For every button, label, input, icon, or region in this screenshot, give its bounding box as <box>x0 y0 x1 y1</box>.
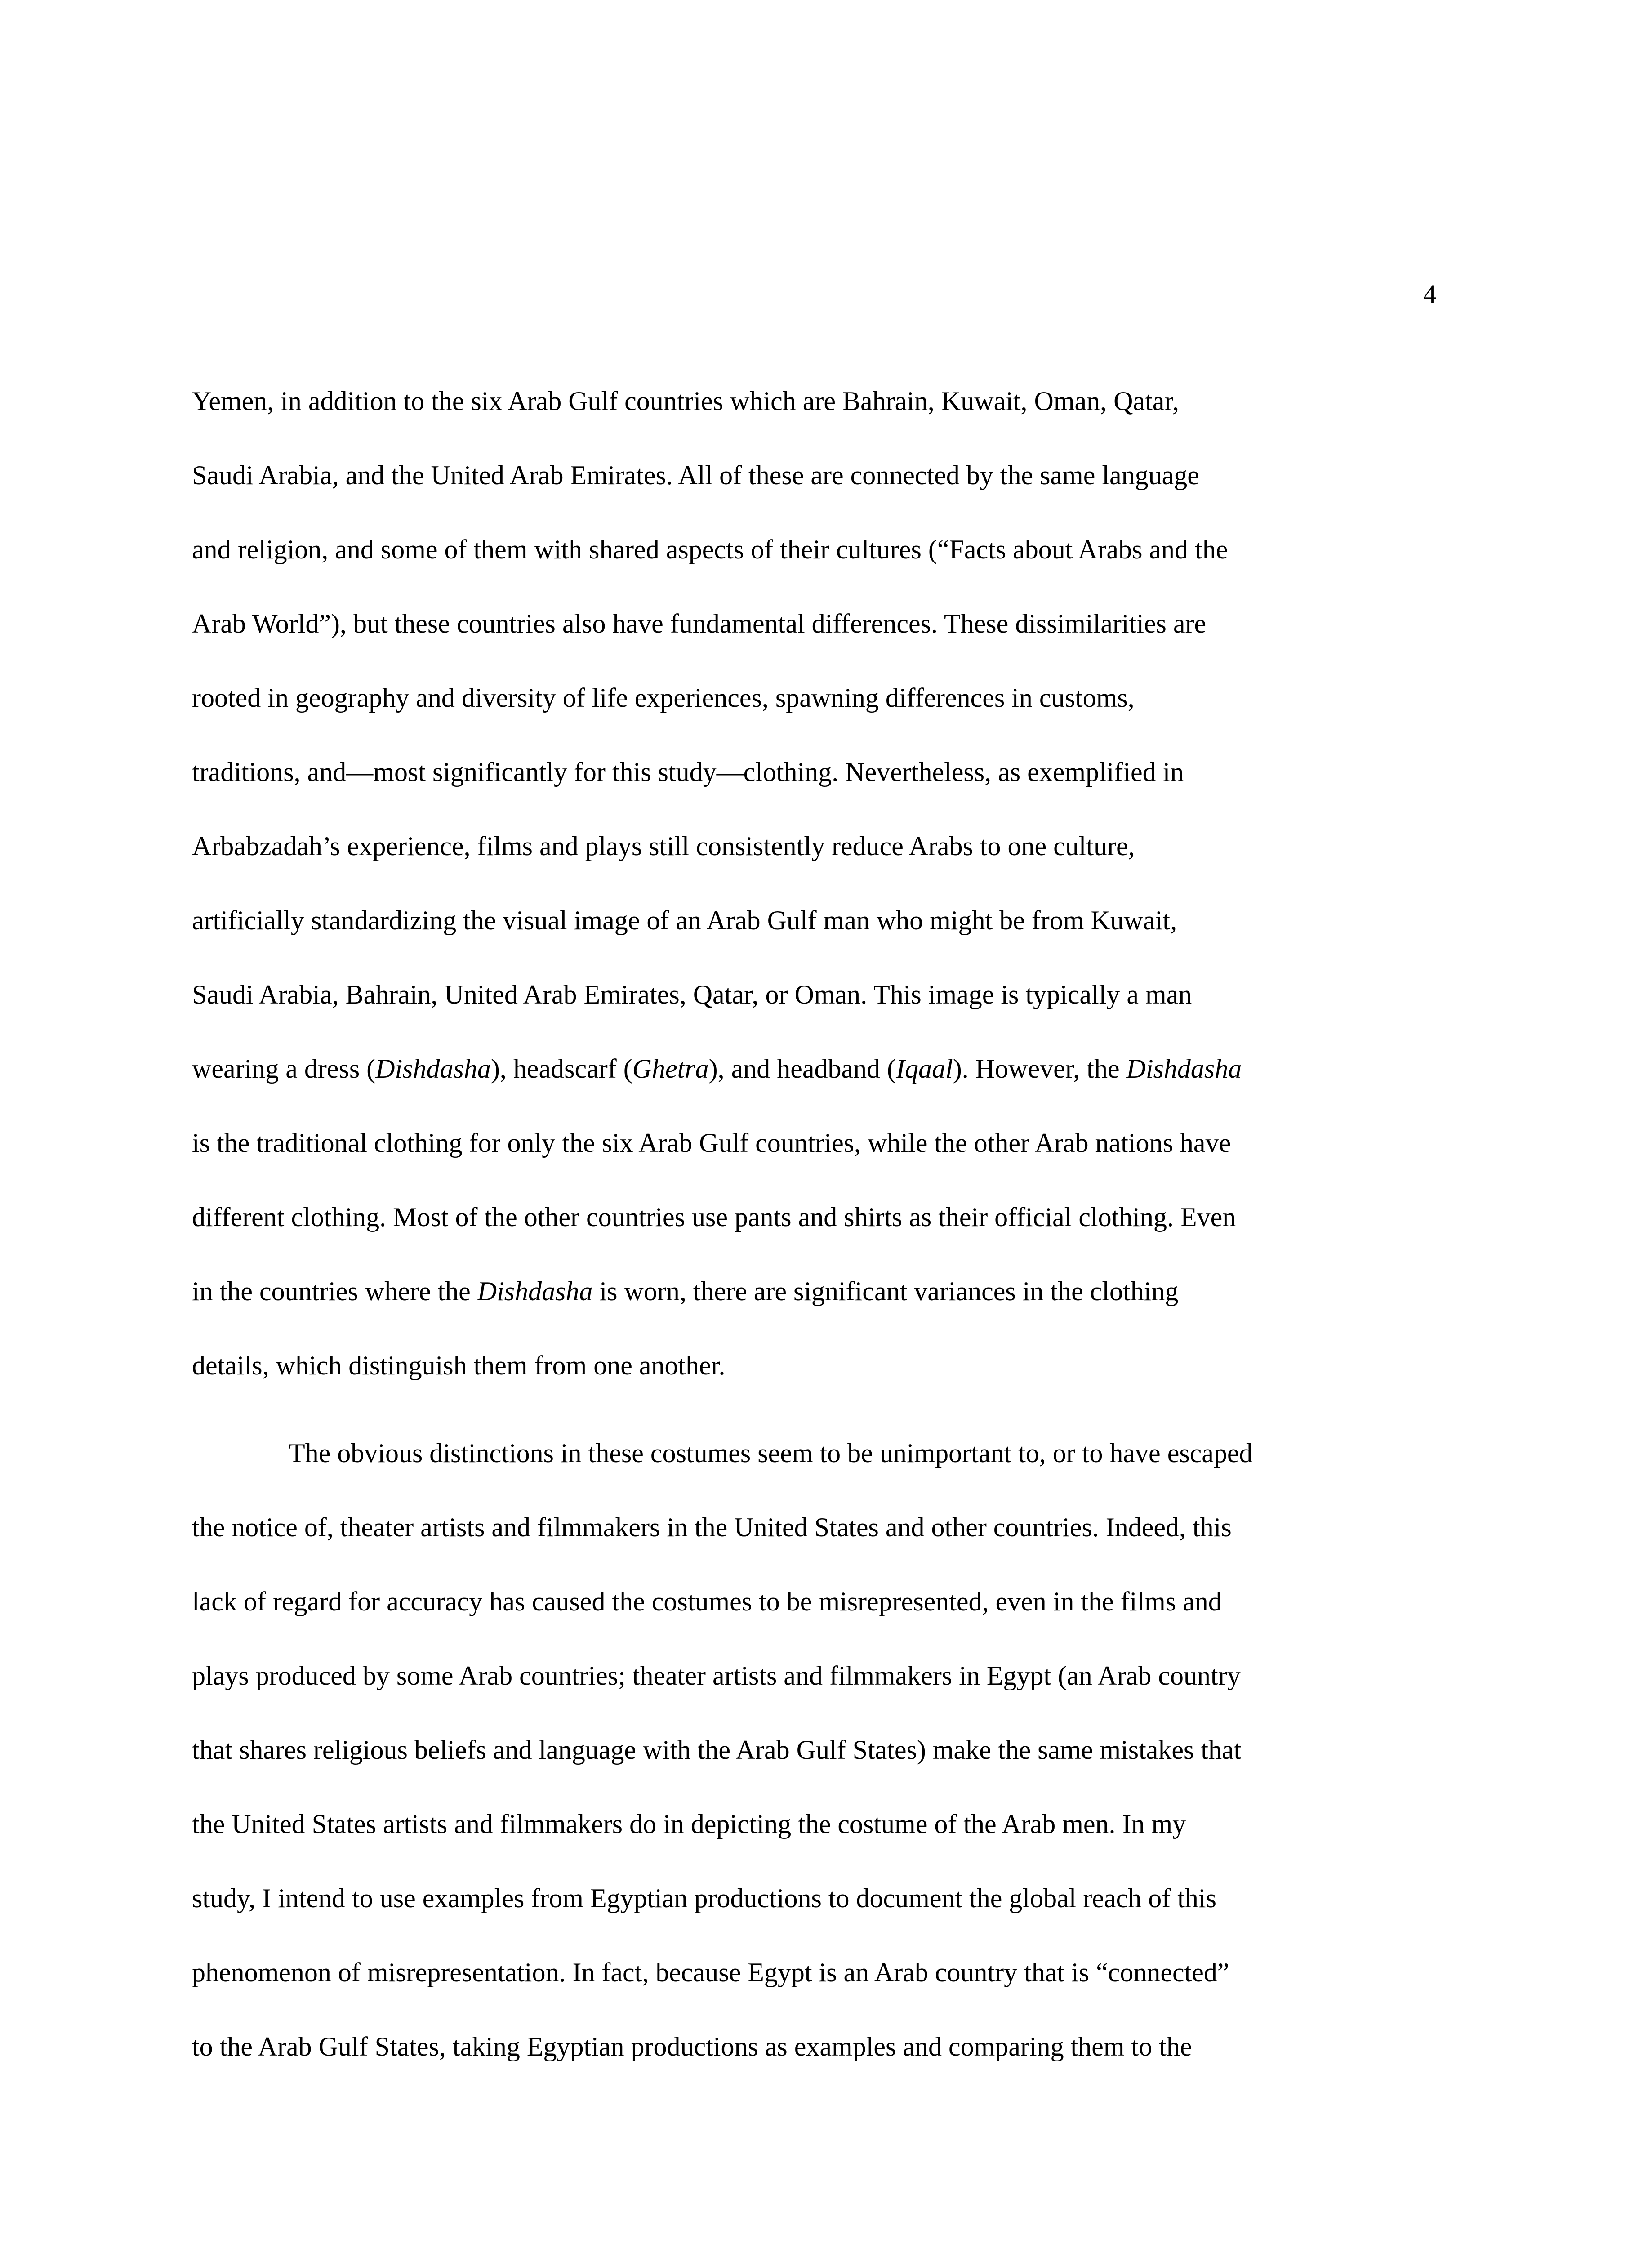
text-line: Yemen, in addition to the six Arab Gulf countries which are Bahrain, Kuwait, Oman, Qatar, <box>192 386 1180 416</box>
text-line: Saudi Arabia, Bahrain, United Arab Emirates, Qatar, or Oman. This image is typically a man <box>192 980 1192 1009</box>
text-line: in the countries where the Dishdasha is worn, there are significant variances in the clothing <box>192 1276 1179 1306</box>
italic-term: Dishdasha <box>1126 1054 1242 1084</box>
text-line: The obvious distinctions in these costumes seem to be unimportant to, or to have escaped <box>289 1438 1253 1468</box>
italic-term: Dishdasha <box>477 1276 593 1306</box>
text-line: study, I intend to use examples from Egyptian productions to document the global reach of this <box>192 1883 1216 1913</box>
text-line: Arbabzadah’s experience, films and plays still consistently reduce Arabs to one culture, <box>192 831 1135 861</box>
paragraph-1 <box>192 364 1460 1403</box>
paragraph-spacer <box>192 1403 1460 1416</box>
italic-term: Iqaal <box>896 1054 953 1084</box>
text-line: plays produced by some Arab countries; theater artists and filmmakers in Egypt (an Arab country <box>192 1661 1241 1690</box>
text-line: details, which distinguish them from one another. <box>192 1351 726 1380</box>
text-line: to the Arab Gulf States, taking Egyptian productions as examples and comparing them to the <box>192 2032 1192 2061</box>
text-line: Saudi Arabia, and the United Arab Emirates. All of these are connected by the same language <box>192 460 1199 490</box>
italic-term: Ghetra <box>632 1054 709 1084</box>
text-line: artificially standardizing the visual image of an Arab Gulf man who might be from Kuwait, <box>192 905 1177 935</box>
italic-term: Dishdasha <box>375 1054 491 1084</box>
paragraph-2 <box>192 1416 1460 2084</box>
text-line: traditions, and—most significantly for this study—clothing. Nevertheless, as exemplified in <box>192 757 1184 787</box>
text-line: is the traditional clothing for only the six Arab Gulf countries, while the other Arab nations have <box>192 1128 1231 1158</box>
text-line: different clothing. Most of the other countries use pants and shirts as their official clothing. Even <box>192 1202 1236 1232</box>
text-line: the notice of, theater artists and filmmakers in the United States and other countries. Indeed, this <box>192 1512 1232 1542</box>
text-line: rooted in geography and diversity of life experiences, spawning differences in customs, <box>192 683 1135 713</box>
text-line: the United States artists and filmmakers do in depicting the costume of the Arab men. In my <box>192 1809 1186 1839</box>
page-number: 4 <box>1423 280 1436 309</box>
body-text <box>192 364 1460 2084</box>
text-line: wearing a dress (Dishdasha), headscarf (Ghetra), and headband (Iqaal). However, the Dishdasha <box>192 1054 1242 1084</box>
text-line: phenomenon of misrepresentation. In fact, because Egypt is an Arab country that is “connected” <box>192 1958 1229 1987</box>
text-line: that shares religious beliefs and language with the Arab Gulf States) make the same mistakes that <box>192 1735 1242 1765</box>
text-line: lack of regard for accuracy has caused the costumes to be misrepresented, even in the films and <box>192 1587 1222 1616</box>
text-line: and religion, and some of them with shared aspects of their cultures (“Facts about Arabs and the <box>192 535 1228 564</box>
text-line: Arab World”), but these countries also have fundamental differences. These dissimilarities are <box>192 609 1207 638</box>
